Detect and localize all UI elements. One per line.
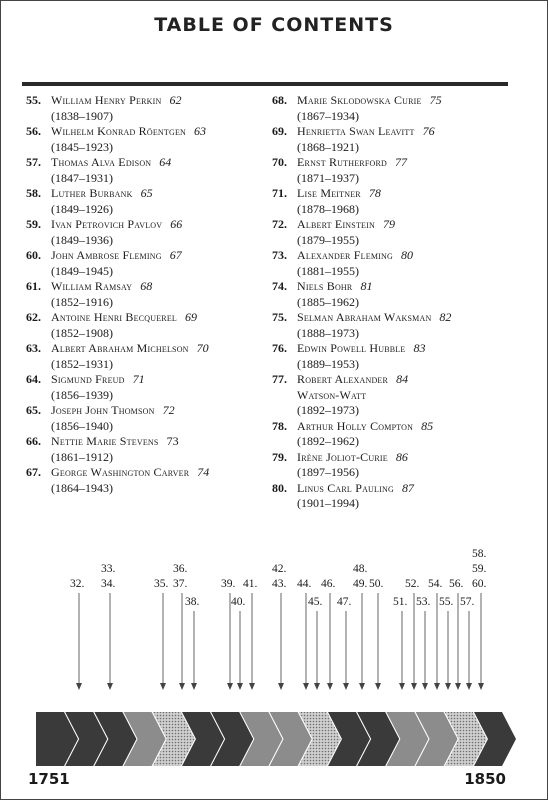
- entry-number: 56.: [26, 124, 41, 138]
- life-dates: (1856–1940): [51, 418, 113, 433]
- timeline-marker-label: 49.: [353, 578, 368, 590]
- scientist-name: Sigmund Freud: [51, 372, 125, 386]
- life-dates: (1849–1945): [51, 263, 113, 278]
- timeline-marker-label: 47.: [337, 596, 352, 608]
- entry-number: 75.: [272, 310, 287, 324]
- page-title: TABLE OF CONTENTS: [154, 14, 394, 36]
- entry-number: 72.: [272, 217, 287, 231]
- life-dates: (1889–1953): [297, 356, 359, 371]
- entry-number: 79.: [272, 449, 287, 464]
- entry-number: 65.: [26, 403, 41, 417]
- page-number: 76: [422, 124, 435, 138]
- scientist-name: Ivan Petrovich Pavlov: [51, 217, 163, 231]
- timeline-marker-label: 52.: [405, 578, 420, 590]
- life-dates: (1849–1926): [51, 201, 113, 216]
- entry-number: 67.: [26, 465, 41, 479]
- scientist-name: John Ambrose Fleming: [51, 248, 162, 262]
- entry-number: 55.: [26, 93, 41, 107]
- life-dates: (1856–1939): [51, 387, 113, 402]
- entry-number: 74.: [272, 279, 287, 293]
- scientist-name: Marie Sklodowska Curie: [297, 93, 422, 107]
- timeline-marker-label: 38.: [185, 596, 200, 608]
- entry-number: 66.: [26, 434, 41, 448]
- life-dates: (1892–1973): [297, 403, 359, 417]
- life-dates: (1838–1907): [51, 108, 113, 123]
- page-number: 64: [159, 155, 172, 169]
- timeline-marker-label: 56.: [449, 578, 464, 590]
- timeline-arrowhead: [76, 683, 82, 690]
- timeline-arrowhead: [227, 683, 233, 690]
- scientist-name: Wilhelm Konrad Röentgen: [51, 124, 187, 138]
- timeline-marker-label: 60.: [472, 578, 487, 590]
- timeline-marker-label: 33.: [101, 563, 116, 575]
- scientist-name: Robert Alexander: [297, 372, 389, 386]
- scientist-name: Albert Abraham Michelson: [51, 341, 189, 355]
- scientist-name: Ernst Rutherford: [297, 155, 387, 169]
- entry-number: 78.: [272, 418, 287, 433]
- scientist-name: Linus Carl Pauling: [297, 480, 394, 495]
- entry-number: 57.: [26, 155, 41, 169]
- scientist-name: William Henry Perkin: [51, 93, 162, 107]
- life-dates: (1881–1955): [297, 263, 359, 278]
- timeline-start-year: 1751: [28, 770, 70, 788]
- entry-number: 59.: [26, 217, 41, 231]
- life-dates: (1847–1931): [51, 170, 113, 185]
- scientist-name: Irène Joliot-Curie: [297, 449, 388, 464]
- timeline-arrowhead: [303, 683, 309, 690]
- page-number: 86: [395, 449, 408, 464]
- life-dates: (1852–1908): [51, 325, 113, 340]
- life-dates: (1864–1943): [51, 480, 113, 495]
- scientist-name: Arthur Holly Compton: [297, 418, 414, 433]
- timeline-arrowhead: [399, 683, 405, 690]
- scientist-name: Niels Bohr: [297, 279, 353, 293]
- timeline-marker-label: 36.: [173, 563, 188, 575]
- timeline-arrowhead: [434, 683, 440, 690]
- page-number: 78: [368, 186, 381, 200]
- page-number: 80: [400, 248, 413, 262]
- timeline-marker-label: 54.: [428, 578, 443, 590]
- life-dates: (1888–1973): [297, 325, 359, 340]
- life-dates: (1852–1931): [51, 356, 113, 371]
- timeline-marker-label: 44.: [297, 578, 312, 590]
- life-dates: (1885–1962): [297, 294, 359, 309]
- timeline-marker-label: 50.: [369, 578, 384, 590]
- timeline-marker-label: 53.: [416, 596, 431, 608]
- page-number: 73: [166, 434, 179, 448]
- timeline-arrowhead: [278, 683, 284, 690]
- life-dates: (1878–1968): [297, 201, 359, 216]
- entry-number: 63.: [26, 341, 41, 355]
- timeline-arrowhead: [160, 683, 166, 690]
- entry-number: 58.: [26, 186, 41, 200]
- page-number: 74: [197, 465, 210, 479]
- timeline-marker-label: 42.: [272, 563, 287, 575]
- timeline-marker-label: 34.: [101, 578, 116, 590]
- scientist-name: Alexander Fleming: [297, 248, 393, 262]
- page-number: 71: [132, 372, 145, 386]
- page-number: 85: [421, 418, 434, 433]
- timeline-arrowhead: [343, 683, 349, 690]
- page-number: 69: [185, 310, 197, 324]
- life-dates: (1849–1936): [51, 232, 113, 247]
- scientist-name: Nettie Marie Stevens: [51, 434, 159, 448]
- timeline-arrowhead: [327, 683, 333, 690]
- life-dates: (1867–1934): [297, 108, 359, 123]
- timeline-marker-label: 35.: [154, 578, 169, 590]
- page-number: 65: [140, 186, 153, 200]
- timeline-marker-label: 39.: [221, 578, 236, 590]
- life-dates: (1879–1955): [297, 232, 359, 247]
- timeline-arrowhead: [455, 683, 461, 690]
- scientist-name: Henrietta Swan Leavitt: [297, 124, 415, 138]
- timeline-arrowhead: [249, 683, 255, 690]
- life-dates: (1892–1962): [297, 434, 359, 448]
- life-dates: (1897–1956): [297, 465, 359, 479]
- entry-number: 73.: [272, 248, 287, 262]
- life-dates: (1901–1994): [297, 496, 359, 510]
- timeline-arrowhead: [179, 683, 185, 690]
- page-number: 87: [401, 480, 414, 495]
- timeline-marker-label: 43.: [272, 578, 287, 590]
- life-dates: (1852–1916): [51, 294, 113, 309]
- page-number: 63: [194, 124, 207, 138]
- page-number: 72: [162, 403, 175, 417]
- entry-number: 77.: [272, 372, 287, 386]
- timeline-arrowhead: [422, 683, 428, 690]
- entry-number: 76.: [272, 341, 287, 355]
- timeline-marker-label: 51.: [393, 596, 408, 608]
- page-number: 82: [439, 310, 452, 324]
- scientist-name-continued: Watson-Watt: [297, 387, 367, 402]
- page-number: 83: [413, 341, 426, 355]
- timeline-marker-label: 58.: [472, 548, 487, 560]
- life-dates: (1871–1937): [297, 170, 359, 185]
- timeline-arrowhead: [359, 683, 365, 690]
- entry-number: 61.: [26, 279, 41, 293]
- entry-number: 62.: [26, 310, 41, 324]
- timeline-marker-label: 57.: [460, 596, 475, 608]
- timeline-arrowhead: [411, 683, 417, 690]
- timeline-arrowhead: [466, 683, 472, 690]
- timeline-arrowhead: [445, 683, 451, 690]
- timeline-marker-label: 59.: [472, 563, 487, 575]
- scientist-name: Antoine Henri Becquerel: [51, 310, 177, 324]
- scientist-name: George Washington Carver: [51, 465, 190, 479]
- life-dates: (1845–1923): [51, 139, 113, 154]
- timeline-marker-label: 37.: [173, 578, 188, 590]
- timeline-arrowhead: [375, 683, 381, 690]
- page-number: 68: [140, 279, 153, 293]
- page-number: 62: [169, 93, 182, 107]
- page-number: 67: [169, 248, 182, 262]
- page-number: 77: [395, 155, 407, 169]
- timeline-marker-label: 55.: [439, 596, 454, 608]
- page-number: 66: [170, 217, 183, 231]
- timeline-arrowhead: [191, 683, 197, 690]
- entry-number: 60.: [26, 248, 41, 262]
- page-number: 81: [360, 279, 373, 293]
- timeline-marker-label: 45.: [308, 596, 323, 608]
- scientist-name: Thomas Alva Edison: [51, 155, 152, 169]
- timeline-end-year: 1850: [464, 770, 506, 788]
- page-number: 79: [382, 217, 395, 231]
- page-number: 70: [196, 341, 209, 355]
- entry-number: 80.: [272, 480, 287, 495]
- timeline-marker-label: 48.: [353, 563, 368, 575]
- entry-number: 68.: [272, 93, 287, 107]
- scientist-name: Albert Einstein: [297, 217, 375, 231]
- entry-number: 69.: [272, 124, 287, 138]
- timeline-marker-label: 32.: [70, 578, 85, 590]
- life-dates: (1861–1912): [51, 449, 113, 464]
- timeline-marker-label: 41.: [243, 578, 258, 590]
- timeline-arrowhead: [107, 683, 113, 690]
- scientist-name: William Ramsay: [51, 279, 133, 293]
- timeline-marker-label: 40.: [231, 596, 246, 608]
- entry-number: 64.: [26, 372, 41, 386]
- scientist-name: Edwin Powell Hubble: [297, 341, 406, 355]
- scientist-name: Luther Burbank: [51, 186, 133, 200]
- entry-number: 71.: [272, 186, 287, 200]
- life-dates: (1868–1921): [297, 139, 359, 154]
- scientist-name: Lise Meitner: [297, 186, 361, 200]
- timeline-marker-label: 46.: [321, 578, 336, 590]
- scientist-name: Joseph John Thomson: [51, 403, 155, 417]
- scientist-name: Selman Abraham Waksman: [297, 310, 432, 324]
- page-number: 75: [429, 93, 442, 107]
- page-number: 84: [396, 372, 409, 386]
- entry-number: 70.: [272, 155, 287, 169]
- timeline-arrowhead: [314, 683, 320, 690]
- timeline-arrowhead: [478, 683, 484, 690]
- timeline-arrowhead: [237, 683, 243, 690]
